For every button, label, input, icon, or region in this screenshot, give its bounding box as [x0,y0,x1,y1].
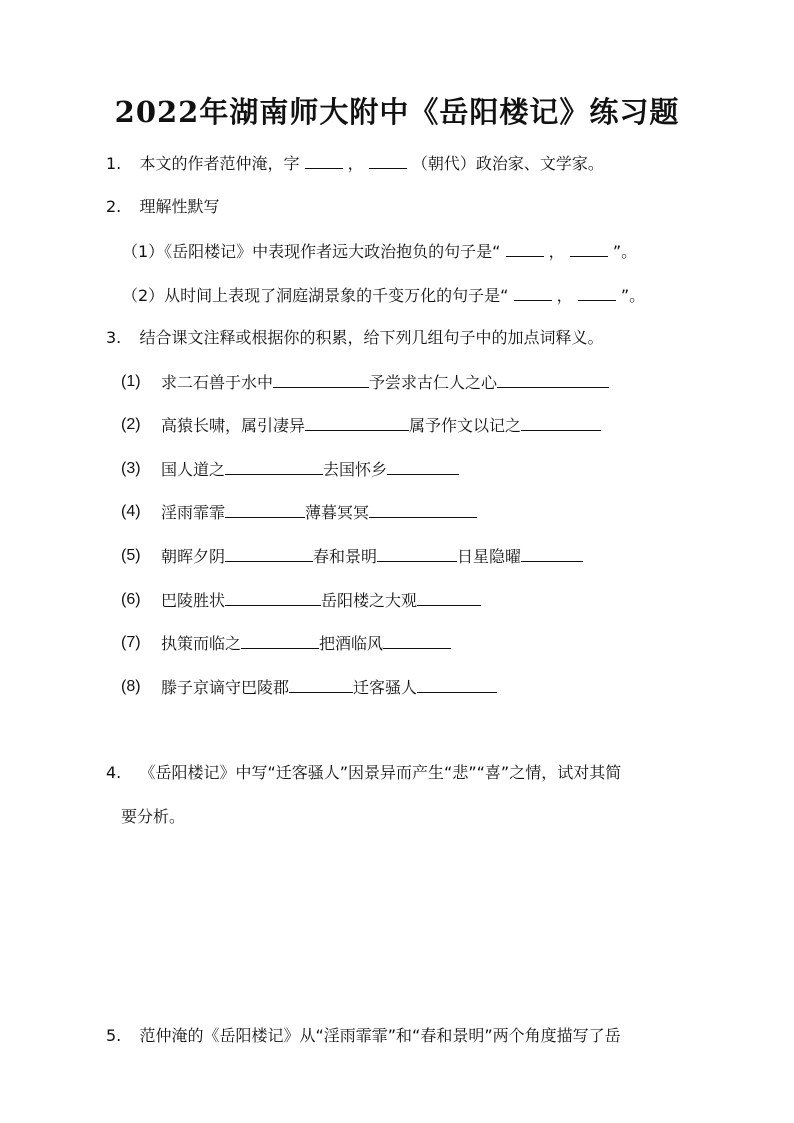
list-item-label: (1) [121,373,141,390]
list-item [161,458,459,481]
question-2-number: 2. [106,197,122,216]
answer-blank[interactable] [417,676,497,693]
list-item [161,371,609,394]
question-2-sub-1 [122,240,637,263]
question-1-text-a: 本文的作者范仲淹，字 [139,154,300,173]
answer-blank[interactable] [225,501,305,518]
phrase: 去国怀乡 [323,460,388,479]
question-5 [106,1025,621,1047]
phrase: 日星隐曜 [457,547,522,566]
answer-blank[interactable] [417,589,481,606]
question-1-number: 1. [106,154,122,173]
answer-blank[interactable] [514,284,552,301]
phrase: 滕子京谪守巴陵郡 [161,678,290,697]
question-4-line-1: 《岳阳楼记》中写“迁客骚人”因景异而产生“悲”“喜”之情，试对其简 [139,763,622,782]
answer-blank[interactable] [383,632,451,649]
answer-blank[interactable] [289,676,353,693]
answer-blank[interactable] [521,545,583,562]
question-2-text: 理解性默写 [139,197,220,216]
list-item [161,501,477,524]
list-item-label: (6) [121,591,141,608]
phrase: 国人道之 [161,460,226,479]
list-item [161,589,481,612]
phrase: 属予作文以记之 [409,416,522,435]
list-item [161,632,451,655]
list-item-label: (5) [121,547,141,564]
question-2 [106,196,219,218]
question-3-text: 结合课文注释或根据你的积累，给下列几组句子中的加点词释义。 [139,328,604,347]
list-item [161,676,497,699]
answer-blank[interactable] [497,371,609,388]
answer-blank[interactable] [506,240,544,257]
phrase: 薄暮冥冥 [305,503,370,522]
phrase: 岳阳楼之大观 [321,591,418,610]
question-1-text-b: ， [347,154,364,173]
list-item-label: (7) [121,634,141,651]
list-item-label: (3) [121,460,141,477]
answer-blank[interactable] [241,632,319,649]
list-item [161,545,583,568]
phrase: 予尝求古仁人之心 [369,373,498,392]
question-4-continued: 要分析。 [121,807,186,826]
phrase: 执策而临之 [161,634,242,653]
question-1 [106,152,604,175]
question-3 [106,327,603,349]
phrase: 朝晖夕阴 [161,547,226,566]
answer-blank[interactable] [369,152,407,169]
answer-blank[interactable] [225,545,313,562]
question-5-line-1: 范仲淹的《岳阳楼记》从“淫雨霏霏”和“春和景明”两个角度描写了岳 [139,1026,621,1045]
answer-blank[interactable] [305,152,343,169]
question-2-sub-1-prefix: （1）《岳阳楼记》中表现作者远大政治抱负的句子是“ [122,242,501,261]
question-3-number: 3. [106,328,122,347]
answer-blank[interactable] [273,371,369,388]
question-2-sub-2-suffix: ”。 [620,286,646,305]
phrase: 求二石兽于水中 [161,373,274,392]
page-title: 2022年湖南师大附中《岳阳楼记》练习题 [114,95,680,129]
phrase: 春和景明 [313,547,378,566]
answer-blank[interactable] [521,414,601,431]
question-2-sub-1-mid: ， [548,242,565,261]
question-1-text-c: （朝代）政治家、文学家。 [411,154,604,173]
list-item [161,414,601,437]
question-4 [106,762,621,784]
phrase: 淫雨霏霏 [161,503,226,522]
list-item-label: (2) [121,416,141,433]
answer-blank[interactable] [305,414,409,431]
list-item-label: (4) [121,503,141,520]
answer-blank[interactable] [578,284,616,301]
phrase: 高猿长啸，属引凄异 [161,416,306,435]
question-2-sub-2-mid: ， [556,286,573,305]
list-item-label: (8) [121,678,141,695]
phrase: 巴陵胜状 [161,591,226,610]
answer-blank[interactable] [225,589,321,606]
answer-blank[interactable] [387,458,459,475]
question-2-sub-2 [122,284,645,307]
answer-blank[interactable] [570,240,608,257]
answer-blank[interactable] [225,458,323,475]
phrase: 把酒临风 [319,634,384,653]
answer-blank[interactable] [369,501,477,518]
question-2-sub-1-suffix: ”。 [612,242,638,261]
question-4-number: 4. [106,763,122,782]
answer-blank[interactable] [377,545,457,562]
phrase: 迁客骚人 [353,678,418,697]
question-5-number: 5. [106,1026,122,1045]
question-2-sub-2-prefix: （2）从时间上表现了洞庭湖景象的千变万化的句子是“ [122,286,509,305]
